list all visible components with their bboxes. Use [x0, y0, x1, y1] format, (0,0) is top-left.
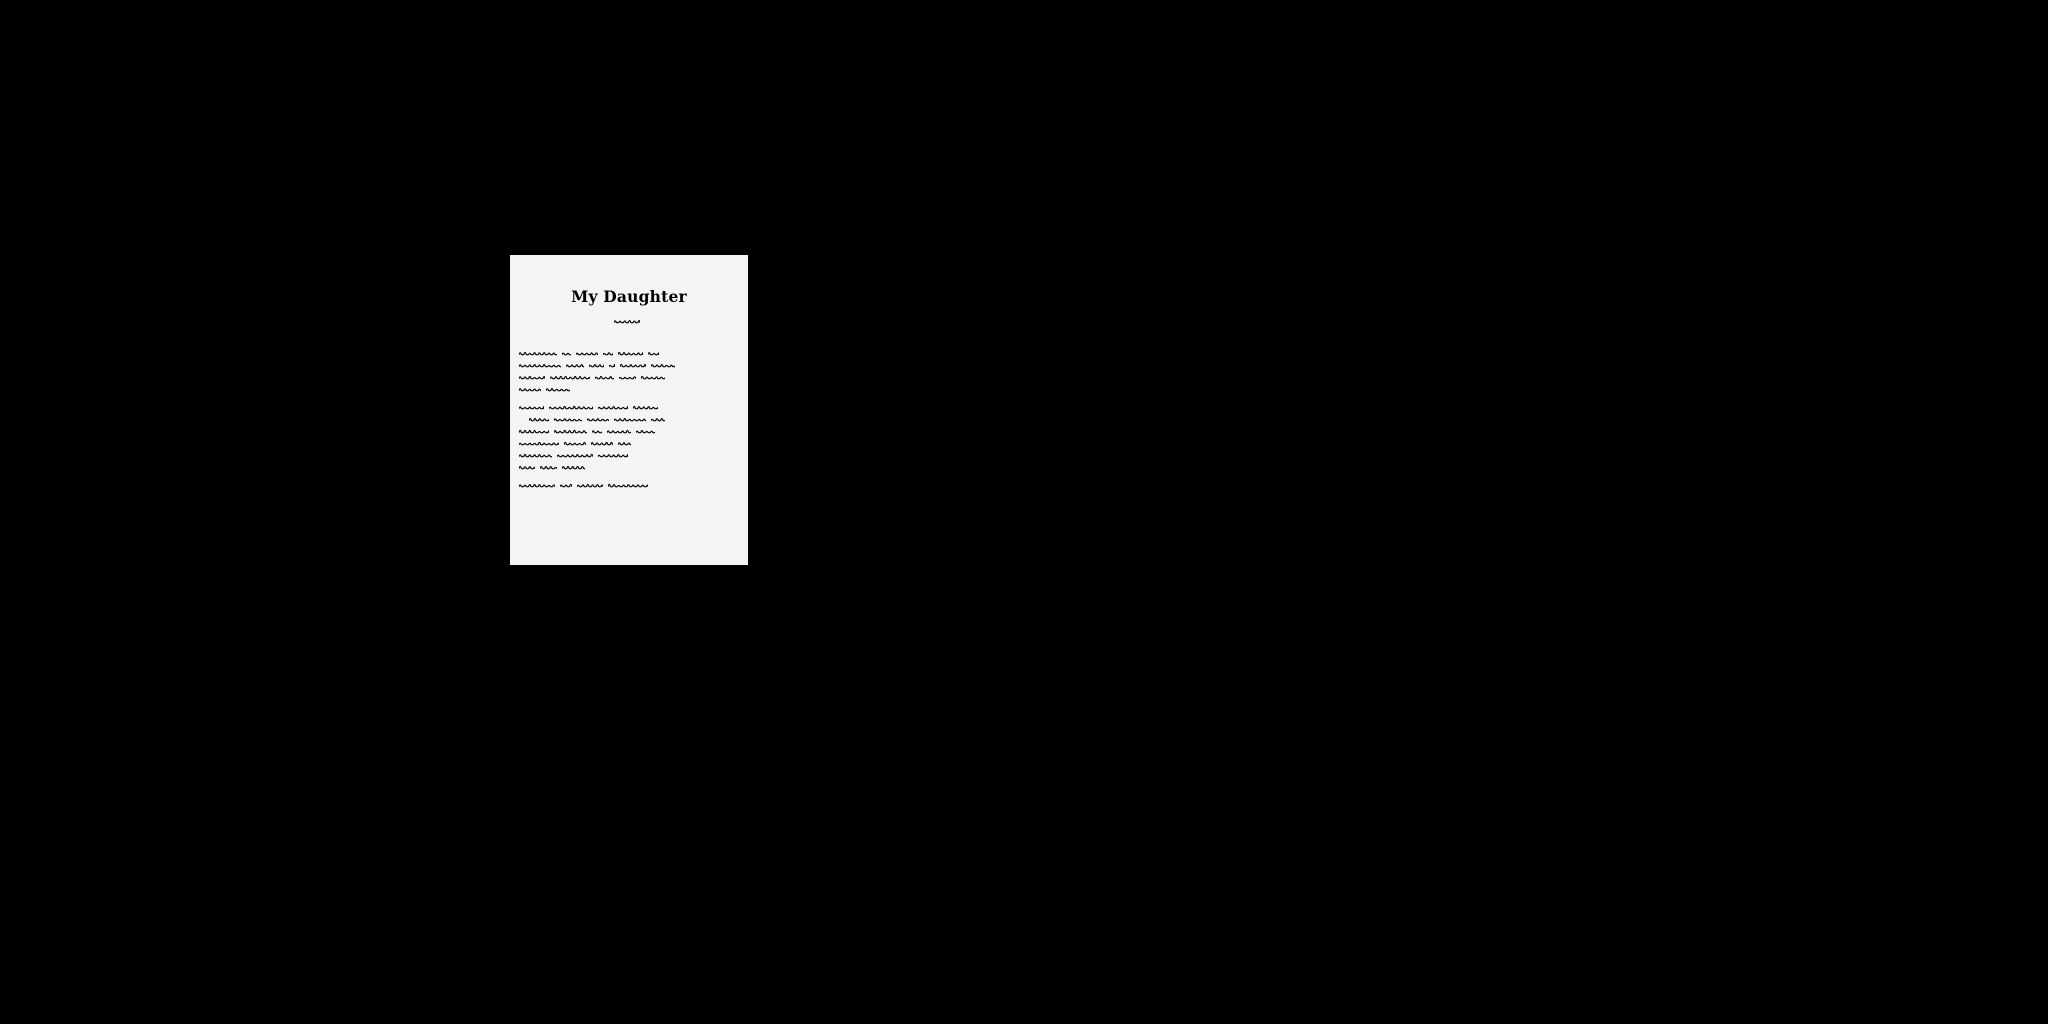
document-page [510, 255, 748, 565]
document-byline-scribble [510, 312, 748, 321]
scribble-line [519, 422, 739, 434]
scribble-word [641, 372, 665, 381]
scribble-word [577, 480, 603, 489]
scribble-word [598, 450, 628, 459]
scribble-line [519, 368, 739, 380]
scribble-paragraph [519, 476, 739, 488]
scribble-line [519, 446, 739, 458]
scribble-word [562, 462, 585, 471]
document-body-scribble [510, 344, 748, 488]
scribble-word [519, 384, 541, 393]
scribble-line [519, 434, 739, 446]
scribble-line [519, 398, 739, 410]
scribble-line [519, 410, 739, 422]
scribble-paragraph [519, 398, 739, 470]
scribble-line [519, 476, 739, 488]
document-title: My Daughter [571, 287, 687, 306]
scribble-word [614, 316, 640, 325]
scribble-line [519, 344, 739, 356]
scribble-word [546, 384, 570, 393]
scribble-word [608, 480, 648, 489]
scribble-word [636, 426, 655, 435]
scribble-word [619, 372, 636, 381]
scribble-word [595, 372, 614, 381]
scribble-line [519, 356, 739, 368]
scribble-paragraph [519, 344, 739, 392]
scribble-word [560, 480, 572, 489]
scribble-line [519, 458, 739, 470]
scribble-word [540, 462, 557, 471]
scribble-word [519, 462, 535, 471]
scribble-word [519, 480, 555, 489]
